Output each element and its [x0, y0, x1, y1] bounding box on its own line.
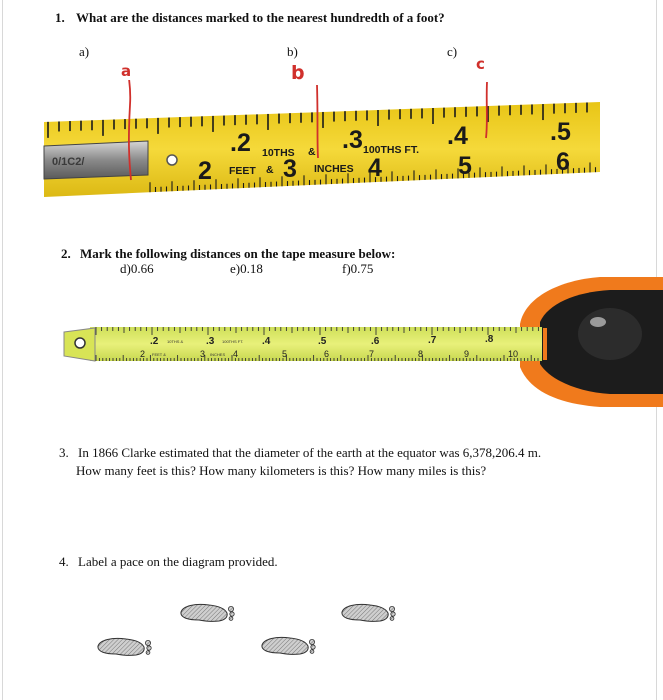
tape-1-number-6: 6 [556, 148, 570, 176]
tape-2-number-10: 10 [508, 349, 519, 359]
item-e: e)0.18 [230, 261, 263, 276]
label-c: c) [447, 44, 458, 59]
footprint-icon [181, 604, 234, 621]
tape-1-number-5: 5 [458, 152, 472, 180]
question-1-text: What are the distances marked to the nearest hundredth of a foot? [76, 10, 445, 25]
tape-2-number-6: 6 [324, 349, 330, 359]
tape-2-number-point2: .2 [150, 336, 159, 347]
tape-1-legend-amp2: & [266, 164, 274, 176]
tape-2-number-2: 2 [140, 349, 146, 359]
label-a: a) [79, 44, 90, 59]
tape-1-rivet [167, 155, 177, 165]
tape-2-number-4: 4 [233, 349, 239, 359]
tape-1-legend-inches: INCHES [314, 163, 354, 175]
tape-measure-1 [0, 80, 663, 206]
question-2-text: Mark the following distances on the tape measure below: [80, 246, 396, 261]
tape-2-number-9: 9 [464, 349, 470, 359]
tape-1-number-point4: .4 [447, 122, 468, 150]
hand-mark-c: c [476, 55, 485, 73]
tape-2-number-8: 8 [418, 349, 424, 359]
tape-1-legend-feet: FEET [229, 165, 256, 177]
tape-2-number-point3: .3 [206, 336, 215, 347]
question-1 [55, 10, 445, 26]
tape-2-legend-feet: FEET & [152, 352, 166, 357]
tape-measure-2 [0, 272, 663, 412]
tape-2-number-point7: .7 [428, 335, 437, 346]
hand-mark-b: b [291, 62, 305, 84]
pen-mark-c [486, 82, 487, 138]
tape-1-legend-hundredths: 100THS FT. [363, 144, 420, 156]
question-4-number: 4. [59, 554, 69, 569]
tape-2-number-7: 7 [369, 349, 375, 359]
question-1-number: 1. [55, 10, 65, 25]
footprint-icon [262, 637, 315, 654]
hand-mark-a: a [121, 62, 132, 80]
footprints-diagram [0, 595, 663, 675]
tape-1-number-point2: .2 [230, 129, 251, 157]
tape-2-end-hole [75, 338, 85, 348]
question-4 [59, 554, 278, 570]
tape-2-number-point4: .4 [262, 336, 271, 347]
tape-2-legend-inches: INCHES [210, 352, 226, 357]
label-b: b) [287, 44, 298, 59]
question-2-number: 2. [61, 246, 71, 261]
question-3 [59, 445, 619, 479]
footprint-icon [98, 638, 151, 655]
item-f: f)0.75 [342, 261, 374, 276]
tape-2-legend-tenths: 10THS & [167, 339, 184, 344]
tape-2-number-point5: .5 [318, 336, 327, 347]
question-3-line-1: In 1866 Clarke estimated that the diameter of the earth at the equator was 6,378,206.4 m. [78, 445, 542, 460]
tape-2-number-point8: .8 [485, 334, 494, 345]
tape-1-number-3: 3 [283, 155, 297, 183]
tape-2-number-point6: .6 [371, 336, 380, 347]
question-4-text: Label a pace on the diagram provided. [78, 554, 278, 569]
question-3-number: 3. [59, 445, 69, 460]
question-2 [61, 246, 395, 262]
tape-1-number-point5: .5 [550, 118, 571, 146]
tape-1-legend-amp1: & [308, 146, 316, 158]
tape-1-number-4: 4 [368, 154, 382, 182]
tape-2-case-highlight [590, 317, 606, 327]
tape-2-number-3: 3 [200, 349, 206, 359]
tape-1-clip-text: 0/1C2/ [52, 156, 85, 168]
item-d: d)0.66 [120, 261, 154, 276]
tape-2-case-button [578, 308, 642, 360]
footprint-icon [342, 604, 395, 621]
tape-1-number-2: 2 [198, 157, 212, 185]
tape-1-number-point3: .3 [342, 126, 363, 154]
tape-1-legend-tenths: 10THS [262, 147, 295, 159]
pen-mark-b [317, 85, 318, 158]
tape-2-number-5: 5 [282, 349, 288, 359]
tape-2-legend-hundredths: 100THS FT. [222, 339, 244, 344]
question-3-line-2: How many feet is this? How many kilometers is this? How many miles is this? [76, 463, 487, 478]
